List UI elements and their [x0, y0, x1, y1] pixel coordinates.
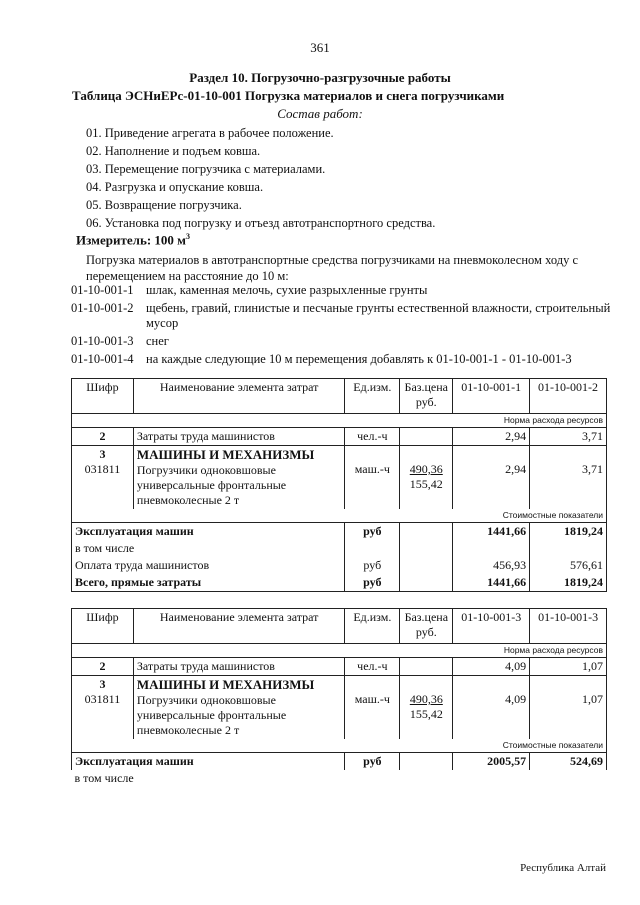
- machine-item-code: 031811: [84, 462, 121, 476]
- empty-cell: [400, 770, 453, 787]
- empty-cell: [400, 557, 453, 574]
- header-price: Баз.цена руб.: [400, 379, 453, 414]
- table-row: [72, 770, 607, 787]
- empty-cell: [453, 770, 530, 787]
- empty-cell: [400, 523, 453, 541]
- labor-code: 2: [72, 428, 134, 446]
- machine-code-cell: [72, 676, 134, 740]
- header-col-b: 01-10-001-3: [530, 609, 607, 644]
- expl-unit: руб: [345, 753, 400, 771]
- incl-label: в том числе: [72, 540, 345, 557]
- expl-label: Эксплуатация машин: [72, 753, 345, 771]
- table-row: [72, 428, 607, 446]
- header-unit: Ед.изм.: [345, 379, 400, 414]
- labor-name: Затраты труда машинистов: [133, 658, 344, 676]
- table-row: [72, 523, 607, 541]
- header-code: Шифр: [72, 609, 134, 644]
- expl-value-a: 1441,66: [453, 523, 530, 541]
- measure-label: Измеритель: 100 м: [76, 232, 187, 248]
- empty-cell: [530, 540, 607, 557]
- pay-value-a: 456,93: [453, 557, 530, 574]
- header-col-a: 01-10-001-1: [453, 379, 530, 414]
- norm-subheader-row: [72, 414, 607, 428]
- code-row: [71, 283, 611, 298]
- expl-label: Эксплуатация машин: [72, 523, 345, 541]
- page-number: 361: [310, 40, 330, 55]
- machine-price-base: 490,36: [409, 462, 443, 476]
- measure-superscript: 3: [186, 232, 191, 241]
- machine-price-wage: 155,42: [409, 477, 443, 491]
- work-step: 06. Установка под погрузку и отъезд автотранспортного средства.: [86, 216, 436, 230]
- total-label: Всего, прямые затраты: [72, 574, 345, 592]
- labor-code: 2: [72, 658, 134, 676]
- empty-cell: [345, 540, 400, 557]
- header-price: Баз.цена руб.: [400, 609, 453, 644]
- machine-group-title: МАШИНЫ И МЕХАНИЗМЫ: [136, 447, 315, 462]
- header-col-a: 01-10-001-3: [453, 609, 530, 644]
- code-row: [71, 352, 611, 367]
- pay-label: Оплата труда машинистов: [72, 557, 345, 574]
- resource-table-2: [71, 608, 607, 787]
- code-row: [71, 301, 611, 331]
- work-description: Погрузка материалов в автотранспортные средства погрузчиками на пневмоколесном ходу с перемещением на расстояние до 10 м:: [86, 253, 579, 283]
- code: 01-10-001-3: [71, 334, 134, 348]
- header-name: Наименование элемента затрат: [133, 609, 344, 644]
- total-unit: руб: [345, 574, 400, 592]
- section-title: Раздел 10. Погрузочно-разгрузочные работы: [189, 70, 451, 85]
- machine-value-b: 3,71: [530, 446, 607, 510]
- code-text: щебень, гравий, глинистые и песчаные грунты естественной влажности, строительный мусор: [146, 301, 611, 330]
- work-step: 05. Возвращение погрузчика.: [86, 198, 242, 212]
- total-value-a: 1441,66: [453, 574, 530, 592]
- code-list: [71, 283, 611, 370]
- machine-value-a: 2,94: [453, 446, 530, 510]
- table-header-row: [72, 609, 607, 644]
- table-row: [72, 676, 607, 740]
- work-step: 04. Разгрузка и опускание ковша.: [86, 180, 264, 194]
- code-text: снег: [146, 334, 169, 348]
- table-row: [72, 658, 607, 676]
- labor-unit: чел.-ч: [345, 658, 400, 676]
- machine-group-title: МАШИНЫ И МЕХАНИЗМЫ: [136, 677, 315, 692]
- machine-name-cell: [133, 676, 344, 740]
- table-title: Таблица ЭСНиЕРс-01-10-001 Погрузка материалов и снега погрузчиками: [72, 88, 505, 103]
- cost-subheader: Стоимостные показатели: [72, 739, 607, 753]
- labor-value-a: 4,09: [453, 658, 530, 676]
- cost-subheader-row: [72, 739, 607, 753]
- expl-value-a: 2005,57: [453, 753, 530, 771]
- code-row: [71, 334, 611, 349]
- empty-cell: [400, 540, 453, 557]
- code-text: на каждые следующие 10 м перемещения добавлять к 01-10-001-1 - 01-10-001-3: [146, 352, 572, 366]
- header-unit: Ед.изм.: [345, 609, 400, 644]
- resource-table-1: [71, 378, 607, 592]
- empty-cell: [530, 770, 607, 787]
- empty-cell: [345, 770, 400, 787]
- expl-value-b: 1819,24: [530, 523, 607, 541]
- machine-unit: маш.-ч: [345, 676, 400, 740]
- footer-region: Республика Алтай: [520, 862, 606, 874]
- machine-item-name: Погрузчики одноковшовые универсальные фронтальные пневмоколесные 2 т: [136, 693, 287, 737]
- machine-item-code: 031811: [84, 692, 121, 706]
- norm-subheader: Норма расхода ресурсов: [72, 644, 607, 658]
- table-row: [72, 753, 607, 771]
- composition-title: Состав работ:: [277, 106, 363, 121]
- empty-cell: [400, 753, 453, 771]
- machine-price-base: 490,36: [409, 692, 443, 706]
- machine-group-code: 3: [99, 447, 106, 461]
- code: 01-10-001-2: [71, 301, 134, 315]
- labor-value-b: 3,71: [530, 428, 607, 446]
- header-name: Наименование элемента затрат: [133, 379, 344, 414]
- pay-unit: руб: [345, 557, 400, 574]
- machine-price-cell: [400, 676, 453, 740]
- header-code: Шифр: [72, 379, 134, 414]
- incl-label: в том числе: [74, 771, 134, 785]
- code: 01-10-001-4: [71, 352, 134, 366]
- cost-subheader-row: [72, 509, 607, 523]
- machine-code-cell: [72, 446, 134, 510]
- labor-value-a: 2,94: [453, 428, 530, 446]
- pay-value-b: 576,61: [530, 557, 607, 574]
- norm-subheader-row: [72, 644, 607, 658]
- table-row: [72, 574, 607, 592]
- empty-cell: [453, 540, 530, 557]
- expl-value-b: 524,69: [530, 753, 607, 771]
- measure-unit: [76, 232, 190, 248]
- labor-unit: чел.-ч: [345, 428, 400, 446]
- work-steps-list: [86, 124, 435, 232]
- machine-group-code: 3: [99, 677, 106, 691]
- labor-name: Затраты труда машинистов: [133, 428, 344, 446]
- norm-subheader: Норма расхода ресурсов: [72, 414, 607, 428]
- machine-price-wage: 155,42: [409, 707, 443, 721]
- code-text: шлак, каменная мелочь, сухие разрыхленные грунты: [146, 283, 428, 297]
- table-header-row: [72, 379, 607, 414]
- table-row: [72, 557, 607, 574]
- machine-item-name: Погрузчики одноковшовые универсальные фронтальные пневмоколесные 2 т: [136, 463, 287, 507]
- work-step: 03. Перемещение погрузчика с материалами.: [86, 162, 326, 176]
- machine-value-a: 4,09: [453, 676, 530, 740]
- expl-unit: руб: [345, 523, 400, 541]
- empty-cell: [400, 658, 453, 676]
- table-row: [72, 446, 607, 510]
- machine-name-cell: [133, 446, 344, 510]
- empty-cell: [400, 574, 453, 592]
- header-col-b: 01-10-001-2: [530, 379, 607, 414]
- machine-price-cell: [400, 446, 453, 510]
- machine-unit: маш.-ч: [345, 446, 400, 510]
- work-step: 02. Наполнение и подъем ковша.: [86, 144, 261, 158]
- machine-value-b: 1,07: [530, 676, 607, 740]
- work-step: 01. Приведение агрегата в рабочее положение.: [86, 126, 334, 140]
- total-value-b: 1819,24: [530, 574, 607, 592]
- table-row: [72, 540, 607, 557]
- labor-value-b: 1,07: [530, 658, 607, 676]
- empty-cell: [400, 428, 453, 446]
- cost-subheader: Стоимостные показатели: [72, 509, 607, 523]
- code: 01-10-001-1: [71, 283, 134, 297]
